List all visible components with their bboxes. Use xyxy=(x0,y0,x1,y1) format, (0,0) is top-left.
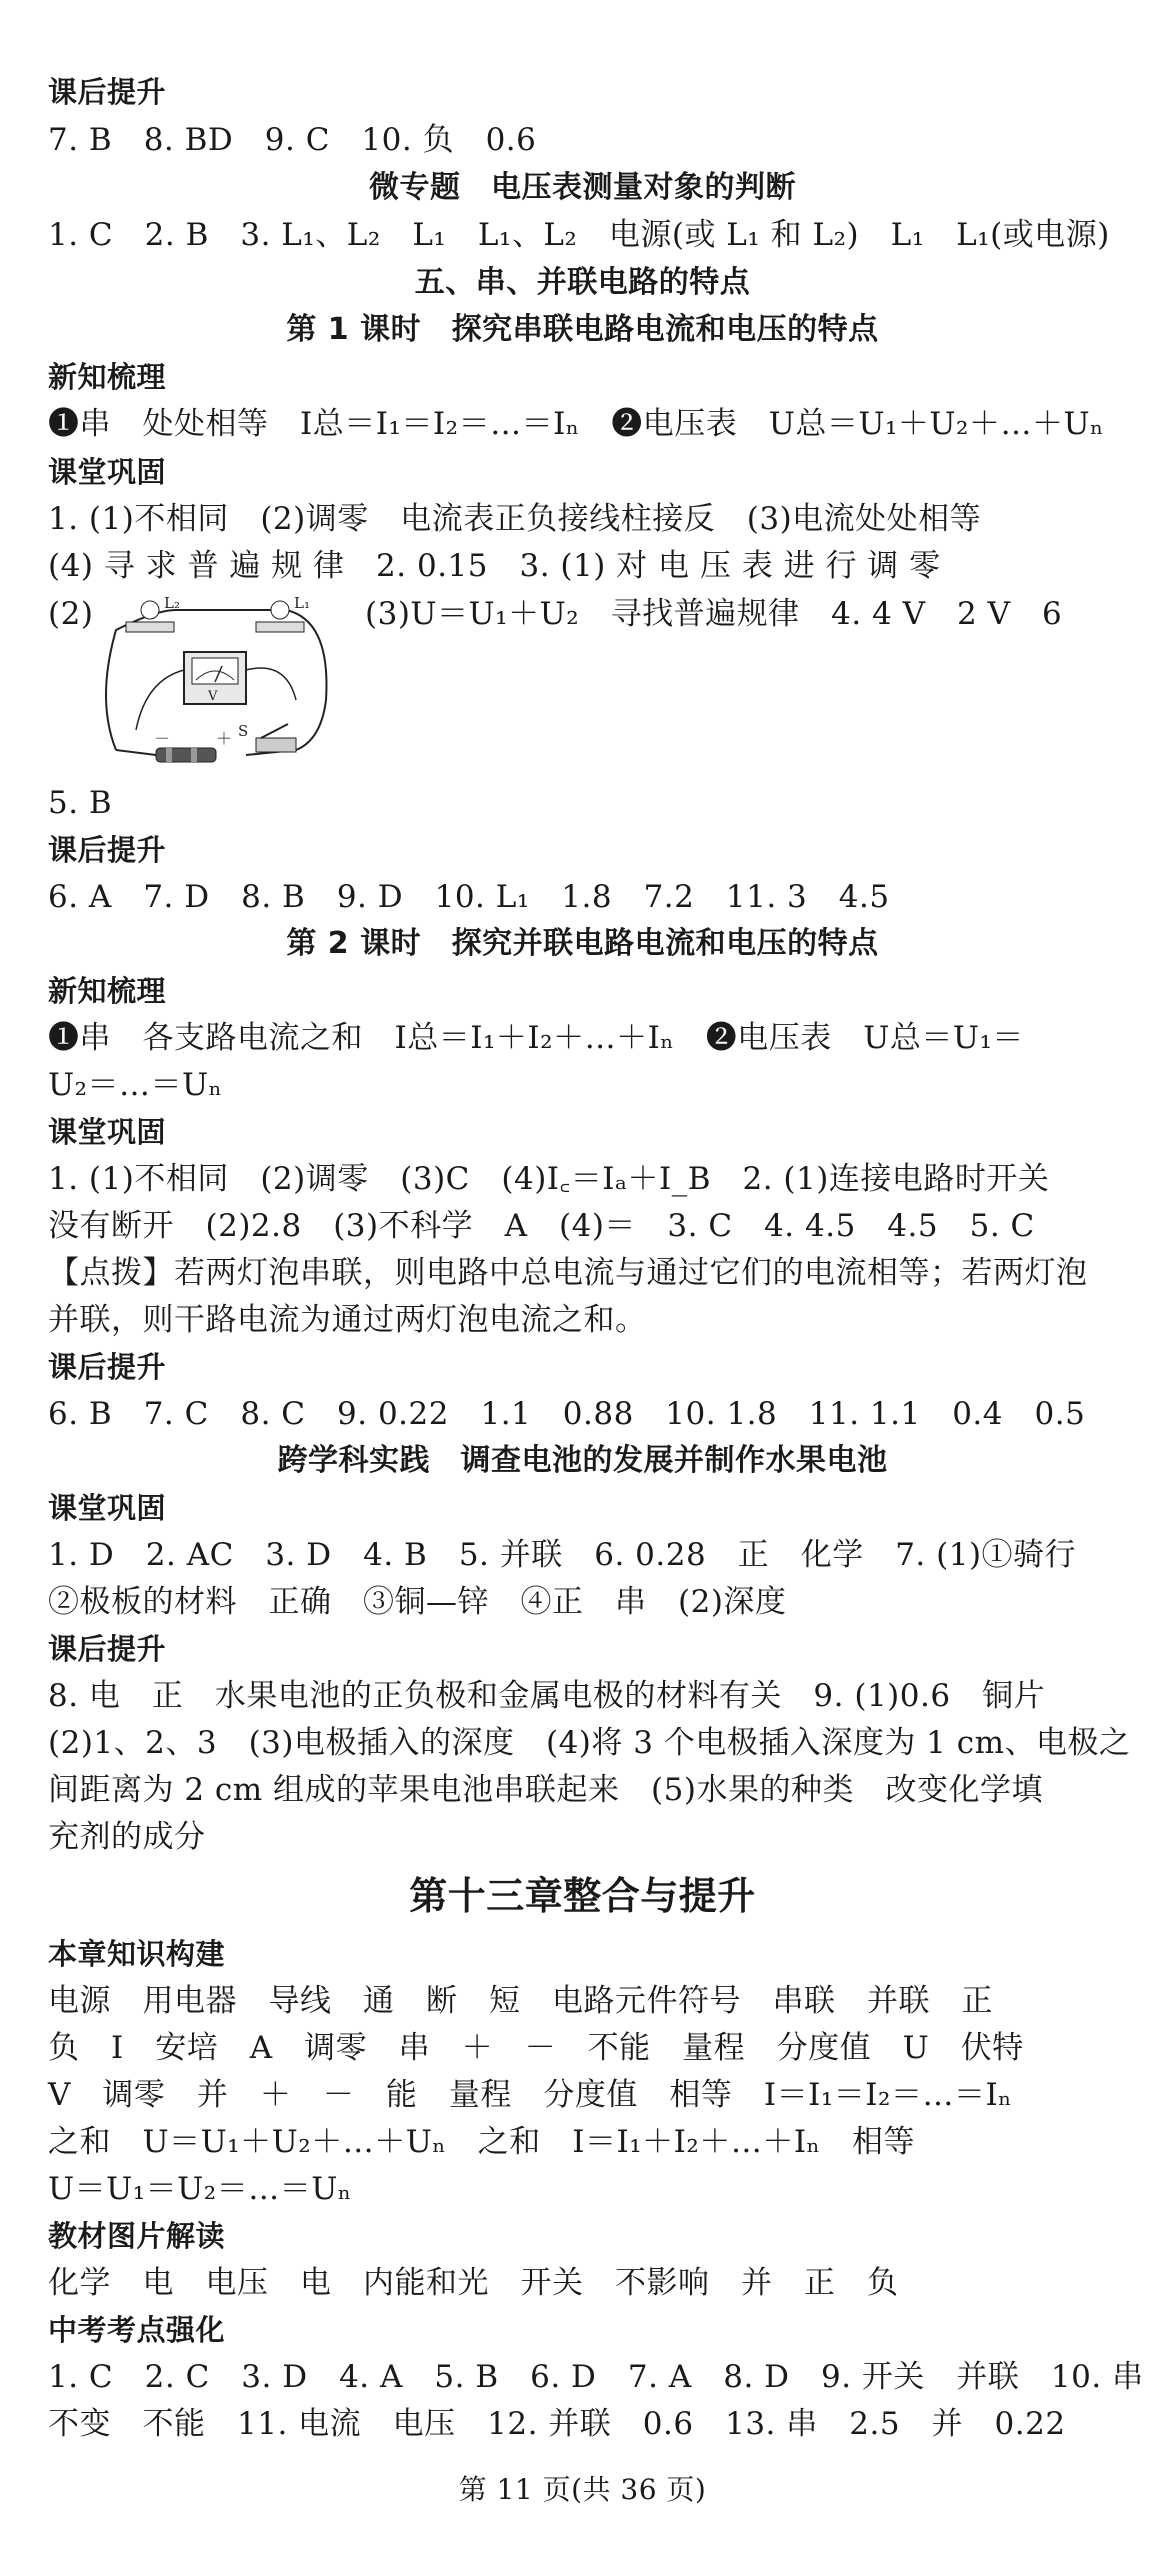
answer-line: 5. B xyxy=(48,785,113,821)
answer-line: 1. (1)不相同 (2)调零 (3)C (4)I꜀＝Iₐ＋I_B 2. (1)连接电路时开关 xyxy=(48,1161,1050,1197)
section-heading: 课堂巩固 xyxy=(48,1115,167,1149)
answer-line: 6. A 7. D 8. B 9. D 10. L₁ 1.8 7.2 11. 3 4.5 xyxy=(48,879,890,915)
answer-line: ❶串 处处相等 I总＝I₁＝I₂＝…＝Iₙ ❷电压表 U总＝U₁＋U₂＋…＋Uₙ xyxy=(48,406,1105,442)
answer-line: V 调零 并 ＋ － 能 量程 分度值 相等 I＝I₁＝I₂＝…＝Iₙ xyxy=(48,2077,1013,2113)
answer-line: 1. (1)不相同 (2)调零 电流表正负接线柱接反 (3)电流处处相等 xyxy=(48,501,982,537)
answer-line: 1. D 2. AC 3. D 4. B 5. 并联 6. 0.28 正 化学 7. (1)①骑行 xyxy=(48,1537,1077,1573)
answer-line: (3)U＝U₁＋U₂ 寻找普遍规律 4. 4 V 2 V 6 xyxy=(365,596,1063,632)
answer-line: 负 I 安培 A 调零 串 ＋ － 不能 量程 分度值 U 伏特 xyxy=(48,2030,1024,2066)
chapter-title: 第十三章整合与提升 xyxy=(409,1873,756,1918)
lesson-title: 第 1 课时 探究串联电路电流和电压的特点 xyxy=(286,312,879,347)
answer-line: (2)1、2、3 (3)电极插入的深度 (4)将 3 个电极插入深度为 1 cm、电极之 xyxy=(48,1725,1131,1761)
lamp-l2-label: L₂ xyxy=(164,594,180,612)
practice-title: 跨学科实践 调查电池的发展并制作水果电池 xyxy=(277,1443,888,1478)
answer-line: 间距离为 2 cm 组成的苹果电池串联起来 (5)水果的种类 改变化学填 xyxy=(48,1772,1043,1808)
section-heading: 本章知识构建 xyxy=(48,1937,226,1971)
lesson-title: 第 2 课时 探究并联电路电流和电压的特点 xyxy=(286,926,879,961)
battery-minus-label: － xyxy=(154,729,171,748)
answer-line: 6. B 7. C 8. C 9. 0.22 1.1 0.88 10. 1.8 11. 1.1 0.4 0.5 xyxy=(48,1396,1086,1432)
answer-line: ②极板的材料 正确 ③铜—锌 ④正 串 (2)深度 xyxy=(48,1584,787,1620)
answer-line: ❶串 各支路电流之和 I总＝I₁＋I₂＋…＋Iₙ ❷电压表 U总＝U₁＝ xyxy=(48,1020,1024,1056)
answer-line: 电源 用电器 导线 通 断 短 电路元件符号 串联 并联 正 xyxy=(48,1983,993,2019)
answer-line: 没有断开 (2)2.8 (3)不科学 A (4)＝ 3. C 4. 4.5 4.5 5. C xyxy=(48,1208,1035,1244)
answer-line: (4) 寻 求 普 遍 规 律 2. 0.15 3. (1) 对 电 压 表 进 行 调 零 xyxy=(48,548,941,584)
section-heading: 新知梳理 xyxy=(48,360,167,394)
section-heading: 课堂巩固 xyxy=(48,455,167,489)
answer-line: 1. C 2. B 3. L₁、L₂ L₁ L₁、L₂ 电源(或 L₁ 和 L₂) L₁ L₁(或电源) xyxy=(48,217,1110,253)
answer-line: 不变 不能 11. 电流 电压 12. 并联 0.6 13. 串 2.5 并 0.22 xyxy=(48,2406,1066,2442)
answer-line: (2) xyxy=(48,596,94,632)
answer-line: 之和 U＝U₁＋U₂＋…＋Uₙ 之和 I＝I₁＋I₂＋…＋Iₙ 相等 xyxy=(48,2124,916,2160)
topic-title: 微专题 电压表测量对象的判断 xyxy=(369,170,796,205)
tip-line: 并联，则干路电流为通过两灯泡电流之和。 xyxy=(48,1302,647,1338)
battery-plus-label: ＋ xyxy=(216,729,233,748)
section-heading: 课堂巩固 xyxy=(48,1491,167,1525)
section-heading: 中考考点强化 xyxy=(48,2313,226,2347)
answer-line: 7. B 8. BD 9. C 10. 负 0.6 xyxy=(48,122,537,158)
voltmeter-label: V xyxy=(208,689,218,704)
section-heading: 课后提升 xyxy=(48,1632,167,1666)
answer-line: 8. 电 正 水果电池的正负极和金属电极的材料有关 9. (1)0.6 铜片 xyxy=(48,1678,1046,1714)
section-heading: 新知梳理 xyxy=(48,974,167,1008)
section-heading: 教材图片解读 xyxy=(48,2219,226,2253)
answer-line: U₂＝…＝Uₙ xyxy=(48,1067,223,1103)
answer-line: U＝U₁＝U₂＝…＝Uₙ xyxy=(48,2171,352,2207)
circuit-diagram xyxy=(96,590,336,770)
answer-line: 1. C 2. C 3. D 4. A 5. B 6. D 7. A 8. D 9. 开关 并联 10. 串 xyxy=(48,2359,1144,2395)
lamp-l1-label: L₁ xyxy=(294,594,310,612)
tip-line: 【点拨】若两灯泡串联，则电路中总电流与通过它们的电流相等；若两灯泡 xyxy=(48,1255,1088,1291)
section-heading: 课后提升 xyxy=(48,1350,167,1384)
section-title: 五、串、并联电路的特点 xyxy=(414,265,751,300)
section-heading: 课后提升 xyxy=(48,833,167,867)
page-footer: 第 11 页(共 36 页) xyxy=(458,2473,707,2506)
answer-line: 充剂的成分 xyxy=(48,1819,206,1855)
switch-label: S xyxy=(238,722,249,740)
answer-line: 化学 电 电压 电 内能和光 开关 不影响 并 正 负 xyxy=(48,2265,899,2301)
section-heading: 课后提升 xyxy=(48,75,167,109)
